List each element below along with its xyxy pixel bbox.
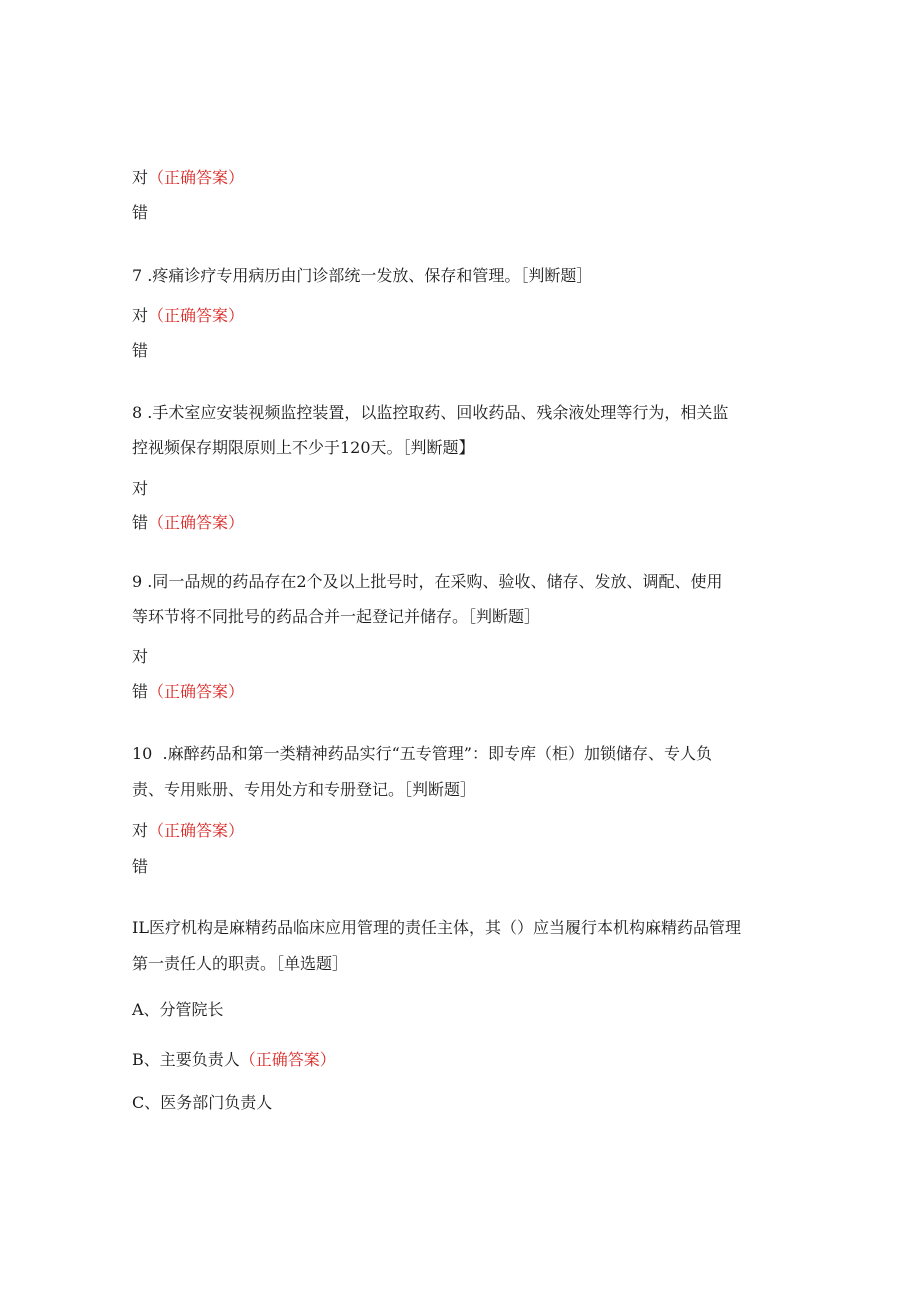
option-label: 对 xyxy=(132,647,149,666)
option-label: 错 xyxy=(132,203,149,222)
question-text-line-1: IL医疗机构是麻精药品临床应用管理的责任主体，其（）应当履行本机构麻精药品管理 xyxy=(132,918,741,937)
correct-answer-mark: （正确答案） xyxy=(148,168,245,187)
correct-answer-mark: （正确答案） xyxy=(148,821,245,840)
option-label: 对 xyxy=(132,821,149,840)
option-false[interactable] xyxy=(132,857,148,877)
question-number: 9 xyxy=(132,572,143,591)
question-text-line-2: 第一责任人的职责。［单选题］ xyxy=(132,954,349,973)
option-false[interactable] xyxy=(132,203,148,223)
question-10 xyxy=(132,744,712,764)
question-11-line-2 xyxy=(132,954,348,974)
option-false[interactable] xyxy=(132,341,148,361)
option-label: 错 xyxy=(132,513,149,532)
option-label: 对 xyxy=(132,168,149,187)
option-false[interactable] xyxy=(132,513,244,533)
option-label: 错 xyxy=(132,682,149,701)
question-text-line-2: 责、专用账册、专用处方和专册登记。［判断题］ xyxy=(132,780,477,799)
correct-answer-mark: （正确答案） xyxy=(148,306,245,325)
question-9-line-2 xyxy=(132,607,540,627)
option-label: 错 xyxy=(132,341,149,360)
option-label: 对 xyxy=(132,306,149,325)
option-true[interactable] xyxy=(132,306,244,326)
question-number: 10 xyxy=(132,744,153,763)
question-9 xyxy=(132,572,723,592)
question-text-line-1: .同一品规的药品存在2个及以上批号时，在采购、验收、储存、发放、调配、使用 xyxy=(147,572,723,591)
question-8 xyxy=(132,403,728,423)
option-true[interactable] xyxy=(132,168,244,188)
question-text: .疼痛诊疗专用病历由门诊部统一发放、保存和管理。［判断题］ xyxy=(147,266,593,285)
question-text-line-1: .手术室应安装视频监控装置，以监控取药、回收药品、残余液处理等行为，相关监 xyxy=(147,403,729,422)
option-label: 对 xyxy=(132,479,149,498)
option-true[interactable] xyxy=(132,821,244,841)
question-text-line-2: 控视频保存期限原则上不少于120天。［判断题】 xyxy=(132,438,475,457)
correct-answer-mark: （正确答案） xyxy=(148,682,245,701)
question-number: 7 xyxy=(132,266,143,285)
correct-answer-mark: （正确答案） xyxy=(148,513,245,532)
question-text-line-2: 等环节将不同批号的药品合并一起登记并储存。［判断题］ xyxy=(132,607,541,626)
option-true[interactable] xyxy=(132,479,148,499)
option-label: A、分管院长 xyxy=(132,1000,224,1019)
correct-answer-mark: （正确答案） xyxy=(239,1050,336,1069)
question-10-line-2 xyxy=(132,780,476,800)
question-7 xyxy=(132,266,592,286)
option-c[interactable] xyxy=(132,1093,272,1113)
question-text-line-1: .麻醉药品和第一类精神药品实行“五专管理”：即专库（柜）加锁储存、专人负 xyxy=(162,744,712,763)
option-label: 错 xyxy=(132,857,149,876)
option-a[interactable] xyxy=(132,1000,224,1020)
option-label: B、主要负责人 xyxy=(132,1050,240,1069)
option-b[interactable] xyxy=(132,1050,336,1070)
question-number: 8 xyxy=(132,403,143,422)
question-8-line-2 xyxy=(132,438,475,458)
question-11 xyxy=(132,918,741,938)
option-true[interactable] xyxy=(132,647,148,667)
option-false[interactable] xyxy=(132,682,244,702)
option-label: C、医务部门负责人 xyxy=(132,1093,273,1112)
